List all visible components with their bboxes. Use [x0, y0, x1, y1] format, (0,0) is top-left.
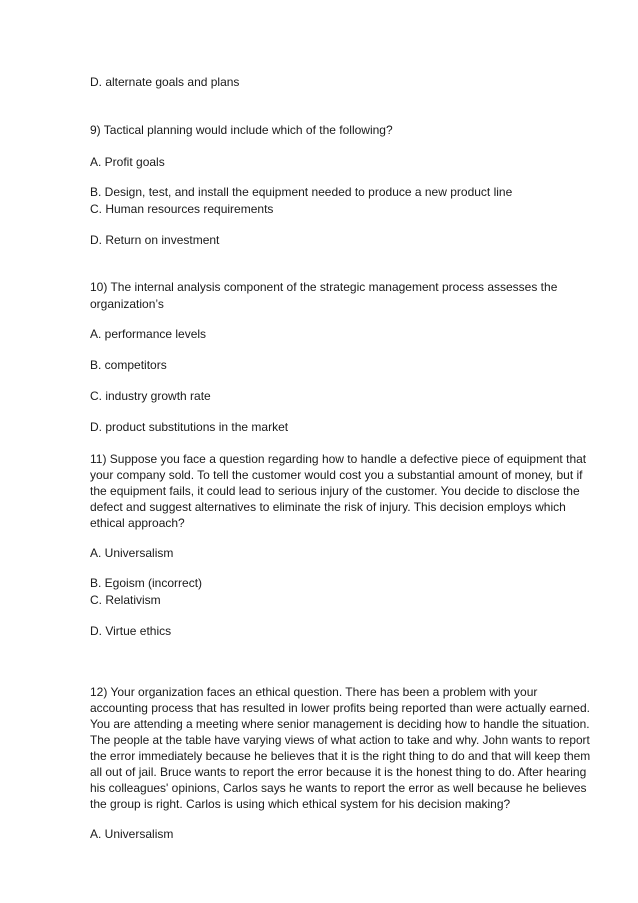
question-12-stem: his colleagues' opinions, Carlos says he wants to report the error as well because he believes [90, 781, 587, 795]
question-12-stem: The people at the table have varying views of what action to take and why. John wants to report [90, 733, 590, 747]
question-11-stem: your company sold. To tell the customer would cost you a substantial amount of money, but if [90, 468, 583, 482]
question-9-option-d: D. Return on investment [90, 233, 220, 247]
question-12-stem: accounting process that has resulted in lower profits being reported than were actually earned. [90, 701, 590, 715]
question-11-option-a: A. Universalism [90, 546, 174, 560]
question-9-option-b: B. Design, test, and install the equipment needed to produce a new product line [90, 185, 513, 199]
question-11-option-d: D. Virtue ethics [90, 624, 172, 638]
question-12-stem: 12) Your organization faces an ethical question. There has been a problem with your [90, 685, 538, 699]
question-11-option-c: C. Relativism [90, 593, 161, 607]
text-line: D. alternate goals and plans [90, 75, 240, 89]
question-10-option-b: B. competitors [90, 358, 167, 372]
question-9-stem: 9) Tactical planning would include which of the following? [90, 123, 393, 137]
question-9-option-c: C. Human resources requirements [90, 202, 274, 216]
question-11-option-b: B. Egoism (incorrect) [90, 576, 203, 590]
question-11-stem: the equipment fails, it could lead to serious injury of the customer. You decide to disclose the [90, 484, 580, 498]
question-12-stem: all out of jail. Bruce wants to report the error because it is the honest thing to do. After hearing [90, 765, 587, 779]
question-11-stem: ethical approach? [90, 516, 185, 530]
question-9-option-a: A. Profit goals [90, 155, 165, 169]
question-10-stem: 10) The internal analysis component of the strategic management process assesses the [90, 280, 558, 294]
question-11-stem: defect and suggest alternatives to eliminate the risk of injury. This decision employs which [90, 500, 566, 514]
question-10-option-a: A. performance levels [90, 327, 207, 341]
question-12-stem: the error immediately because he believes that it is the right thing to do and that will keep them [90, 749, 591, 763]
question-10-stem: organization’s [90, 297, 164, 311]
question-10-option-c: C. industry growth rate [90, 389, 211, 403]
question-12-option-a: A. Universalism [90, 827, 174, 841]
question-12-stem: the group is right. Carlos is using which ethical system for his decision making? [90, 797, 511, 811]
question-12-stem: You are attending a meeting where senior management is deciding how to handle the situation. [90, 717, 590, 731]
question-10-option-d: D. product substitutions in the market [90, 420, 289, 434]
question-11-stem: 11) Suppose you face a question regarding how to handle a defective piece of equipment that [90, 452, 587, 466]
